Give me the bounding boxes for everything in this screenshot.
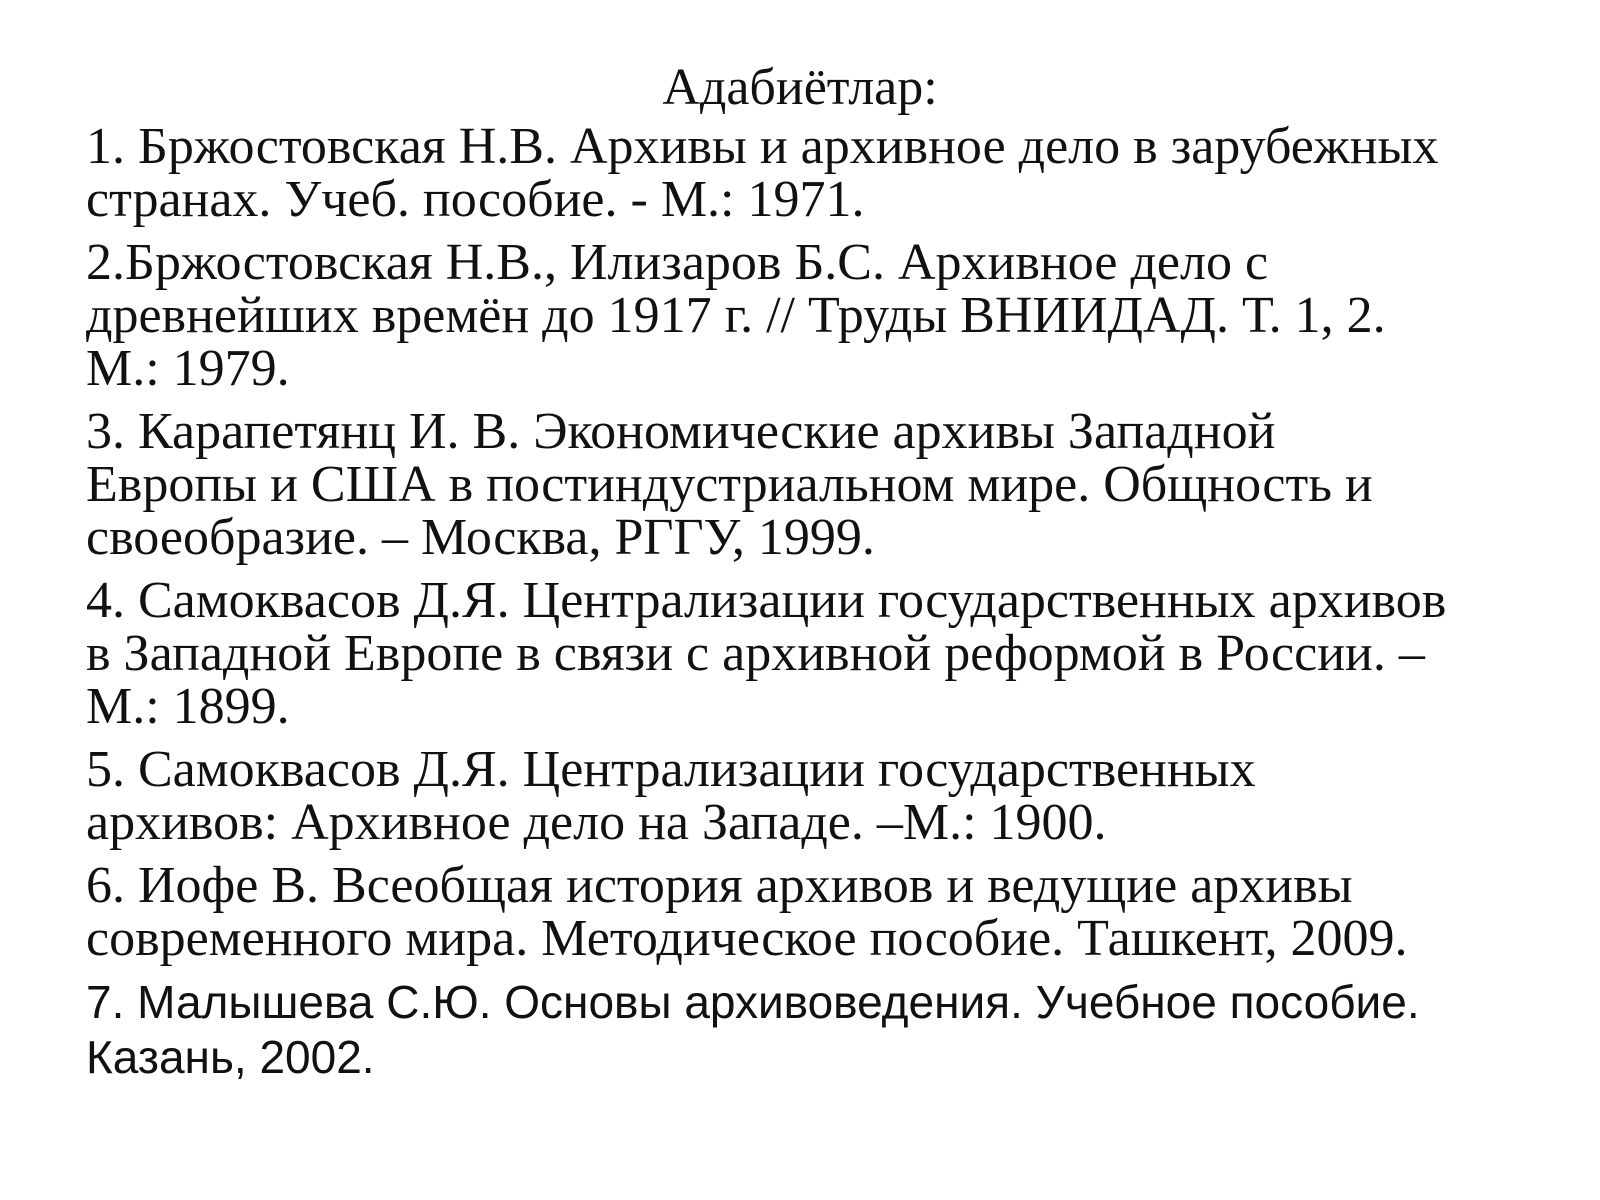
reference-item-2: 2.Бржостовская Н.В., Илизаров Б.С. Архивное дело с древнейших времён до 1917 г. // Труды ВНИИДАД. Т. 1, 2. М.: 1979. bbox=[86, 234, 1386, 397]
reference-item-1: 1. Бржостовская Н.В. Архивы и архивное дело в зарубежных странах. Учеб. пособие. - М.: 1971. bbox=[86, 118, 1439, 228]
reference-item-6: 6. Иофе В. Всеобщая история архивов и ведущие архивы современного мира. Методическое пособие. Ташкент, 2009. bbox=[86, 857, 1408, 967]
reference-list bbox=[86, 120, 1586, 1095]
reference-item-7: 7. Малышева С.Ю. Основы архивоведения. Учебное пособие. Казань, 2002. bbox=[86, 976, 1420, 1083]
reference-item-3: 3. Карапетянц И. В. Экономические архивы Западной Европы и США в постиндустриальном мире. Общность и своеобразие. – Москва, РГГУ, 1999. bbox=[86, 403, 1373, 566]
reference-item-4: 4. Самоквасов Д.Я. Централизации государственных архивов в Западной Европе в связи с архивной реформой в России. – М.: 1899. bbox=[86, 572, 1447, 735]
reference-item-5: 5. Самоквасов Д.Я. Централизации государственных архивов: Архивное дело на Западе. –М.: 1900. bbox=[86, 741, 1256, 851]
slide-title: Адабиётлар: bbox=[662, 59, 938, 116]
